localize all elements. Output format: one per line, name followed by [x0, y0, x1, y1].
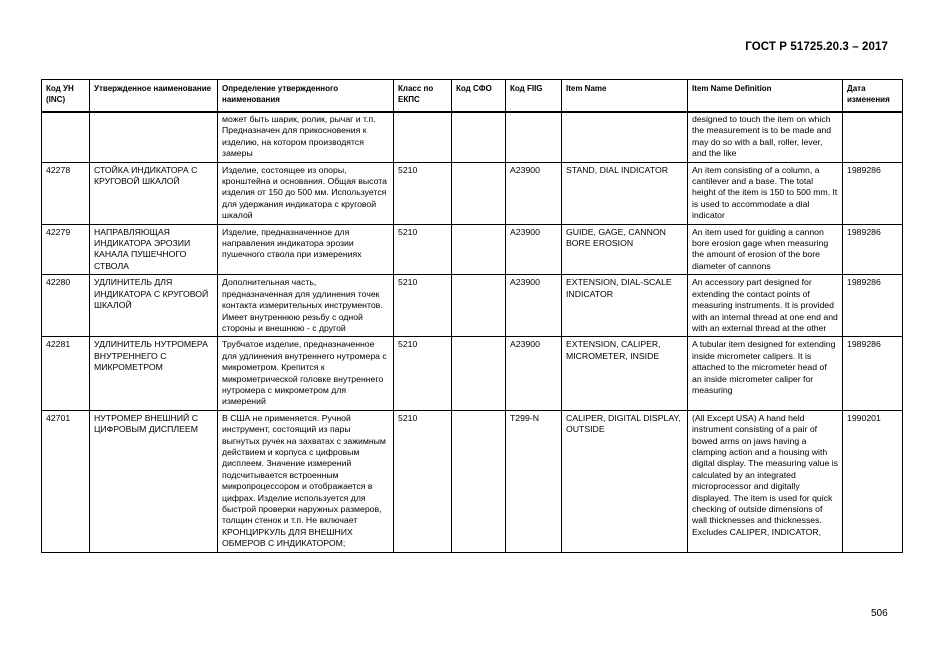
table-row: [42, 224, 903, 275]
cell-fiig: T299-N: [506, 410, 562, 552]
cell-definition: В США не применяется. Ручной инструмент, состоящий из пары выгнутых ручек на захватах с зажимным действием и корпуса с цифровым дисплеем. Значение измерений подсчитывается встроенным микропроцессором и отображается в цифрах. Изделие используется для быстрой проверки наружных размеров, толщин стенок и т.п. Не включает КРОНЦИРКУЛЬ ДЛЯ ВНЕШНИХ ОБМЕРОВ С ИНДИКАТОРОМ;: [218, 410, 394, 552]
cell-inc: 42280: [42, 275, 90, 337]
table-row: [42, 410, 903, 552]
table-header-row: [42, 80, 903, 113]
cell-sfo: [452, 337, 506, 410]
cell-fiig: A23900: [506, 162, 562, 224]
cell-inc: 42279: [42, 224, 90, 275]
cell-item-name: CALIPER, DIGITAL DISPLAY, OUTSIDE: [562, 410, 688, 552]
column-header-date: Дата изменения: [843, 80, 903, 113]
cell-fiig: A23900: [506, 337, 562, 410]
column-header-definition: Определение утвержденного наименования: [218, 80, 394, 113]
column-header-sfo: Код СФО: [452, 80, 506, 113]
table-row: [42, 275, 903, 337]
cell-item-definition: A tubular item designed for extending inside micrometer calipers. It is attached to the micrometer head of an inside micrometer caliper for measuring: [688, 337, 843, 410]
cell-item-definition: An accessory part designed for extending the contact points of measuring instruments. It is provided with an internal thread at one end and with an external thread at the other: [688, 275, 843, 337]
cell-date: 1989286: [843, 224, 903, 275]
cell-inc: 42701: [42, 410, 90, 552]
cell-approved-name: НАПРАВЛЯЮЩАЯ ИНДИКАТОРА ЭРОЗИИ КАНАЛА ПУШЕЧНОГО СТВОЛА: [90, 224, 218, 275]
table-row: [42, 162, 903, 224]
cell-class: 5210: [394, 275, 452, 337]
table-row: [42, 112, 903, 162]
cell-inc: 42278: [42, 162, 90, 224]
cell-item-name: EXTENSION, CALIPER, MICROMETER, INSIDE: [562, 337, 688, 410]
cell-date: 1989286: [843, 337, 903, 410]
column-header-item-name: Item Name: [562, 80, 688, 113]
cell-class: 5210: [394, 162, 452, 224]
cell-item-definition: designed to touch the item on which the measurement is to be made and may do so with a ball, roller, lever, and the like: [688, 112, 843, 162]
cell-item-name: STAND, DIAL INDICATOR: [562, 162, 688, 224]
cell-class: 5210: [394, 224, 452, 275]
cell-inc: 42281: [42, 337, 90, 410]
cell-definition: Трубчатое изделие, предназначенное для удлинения внутреннего нутромера с микрометром. Крепится к микрометрической головке внутреннего нутромера с микрометром для измерений: [218, 337, 394, 410]
cell-sfo: [452, 162, 506, 224]
cell-date: 1989286: [843, 275, 903, 337]
document-code: ГОСТ Р 51725.20.3 – 2017: [745, 41, 888, 53]
cell-fiig: A23900: [506, 224, 562, 275]
column-header-item-definition: Item Name Definition: [688, 80, 843, 113]
column-header-fiig: Код FIIG: [506, 80, 562, 113]
cell-definition: Изделие, состоящее из опоры, кронштейна и основания. Общая высота изделия от 150 до 500 мм. Используется для удержания индикатора с круговой шкалой: [218, 162, 394, 224]
cell-approved-name: СТОЙКА ИНДИКАТОРА С КРУГОВОЙ ШКАЛОЙ: [90, 162, 218, 224]
column-header-inc: Код УН (INC): [42, 80, 90, 113]
cell-inc: [42, 112, 90, 162]
cell-approved-name: УДЛИНИТЕЛЬ НУТРОМЕРА ВНУТРЕННЕГО С МИКРОМЕТРОМ: [90, 337, 218, 410]
cell-class: [394, 112, 452, 162]
cell-item-definition: (All Except USA) A hand held instrument consisting of a pair of bowed arms on jaws having a clamping action and a housing with digital display. The measuring value is calculated by an integrated microprocessor and digitally displayed. The item is used for quick checking of outside dimensions of wall thicknesses and thicknesses. Excludes CALIPER, INDICATOR,: [688, 410, 843, 552]
cell-item-name: [562, 112, 688, 162]
cell-approved-name: НУТРОМЕР ВНЕШНИЙ С ЦИФРОВЫМ ДИСПЛЕЕМ: [90, 410, 218, 552]
cell-item-name: GUIDE, GAGE, CANNON BORE EROSION: [562, 224, 688, 275]
cell-class: 5210: [394, 337, 452, 410]
cell-fiig: [506, 112, 562, 162]
cell-approved-name: [90, 112, 218, 162]
column-header-class: Класс по ЕКПС: [394, 80, 452, 113]
cell-date: 1990201: [843, 410, 903, 552]
cell-definition: может быть шарик, ролик, рычаг и т.п. Предназначен для прикосновения к изделию, на котором производятся замеры: [218, 112, 394, 162]
cell-sfo: [452, 410, 506, 552]
cell-date: [843, 112, 903, 162]
page-number: 506: [871, 608, 888, 619]
cell-definition: Дополнительная часть, предназначенная для удлинения точек контакта измерительных инструментов. Имеет внутреннюю резьбу с одной стороны и внешнюю - с другой: [218, 275, 394, 337]
cell-item-definition: An item used for guiding a cannon bore erosion gage when measuring the amount of erosion of the bore diameter of cannons: [688, 224, 843, 275]
cell-item-definition: An item consisting of a column, a cantilever and a base. The total height of the item is 150 to 500 mm. It is used to accommodate a dial indicator: [688, 162, 843, 224]
cell-approved-name: УДЛИНИТЕЛЬ ДЛЯ ИНДИКАТОРА С КРУГОВОЙ ШКАЛОЙ: [90, 275, 218, 337]
cell-sfo: [452, 275, 506, 337]
cell-fiig: A23900: [506, 275, 562, 337]
cell-date: 1989286: [843, 162, 903, 224]
cell-definition: Изделие, предназначенное для направления индикатора эрозии пушечного ствола при измерениях: [218, 224, 394, 275]
cell-class: 5210: [394, 410, 452, 552]
nomenclature-table: [41, 79, 903, 553]
cell-sfo: [452, 224, 506, 275]
column-header-approved-name: Утвержденное наименование: [90, 80, 218, 113]
cell-item-name: EXTENSION, DIAL-SCALE INDICATOR: [562, 275, 688, 337]
table-row: [42, 337, 903, 410]
cell-sfo: [452, 112, 506, 162]
